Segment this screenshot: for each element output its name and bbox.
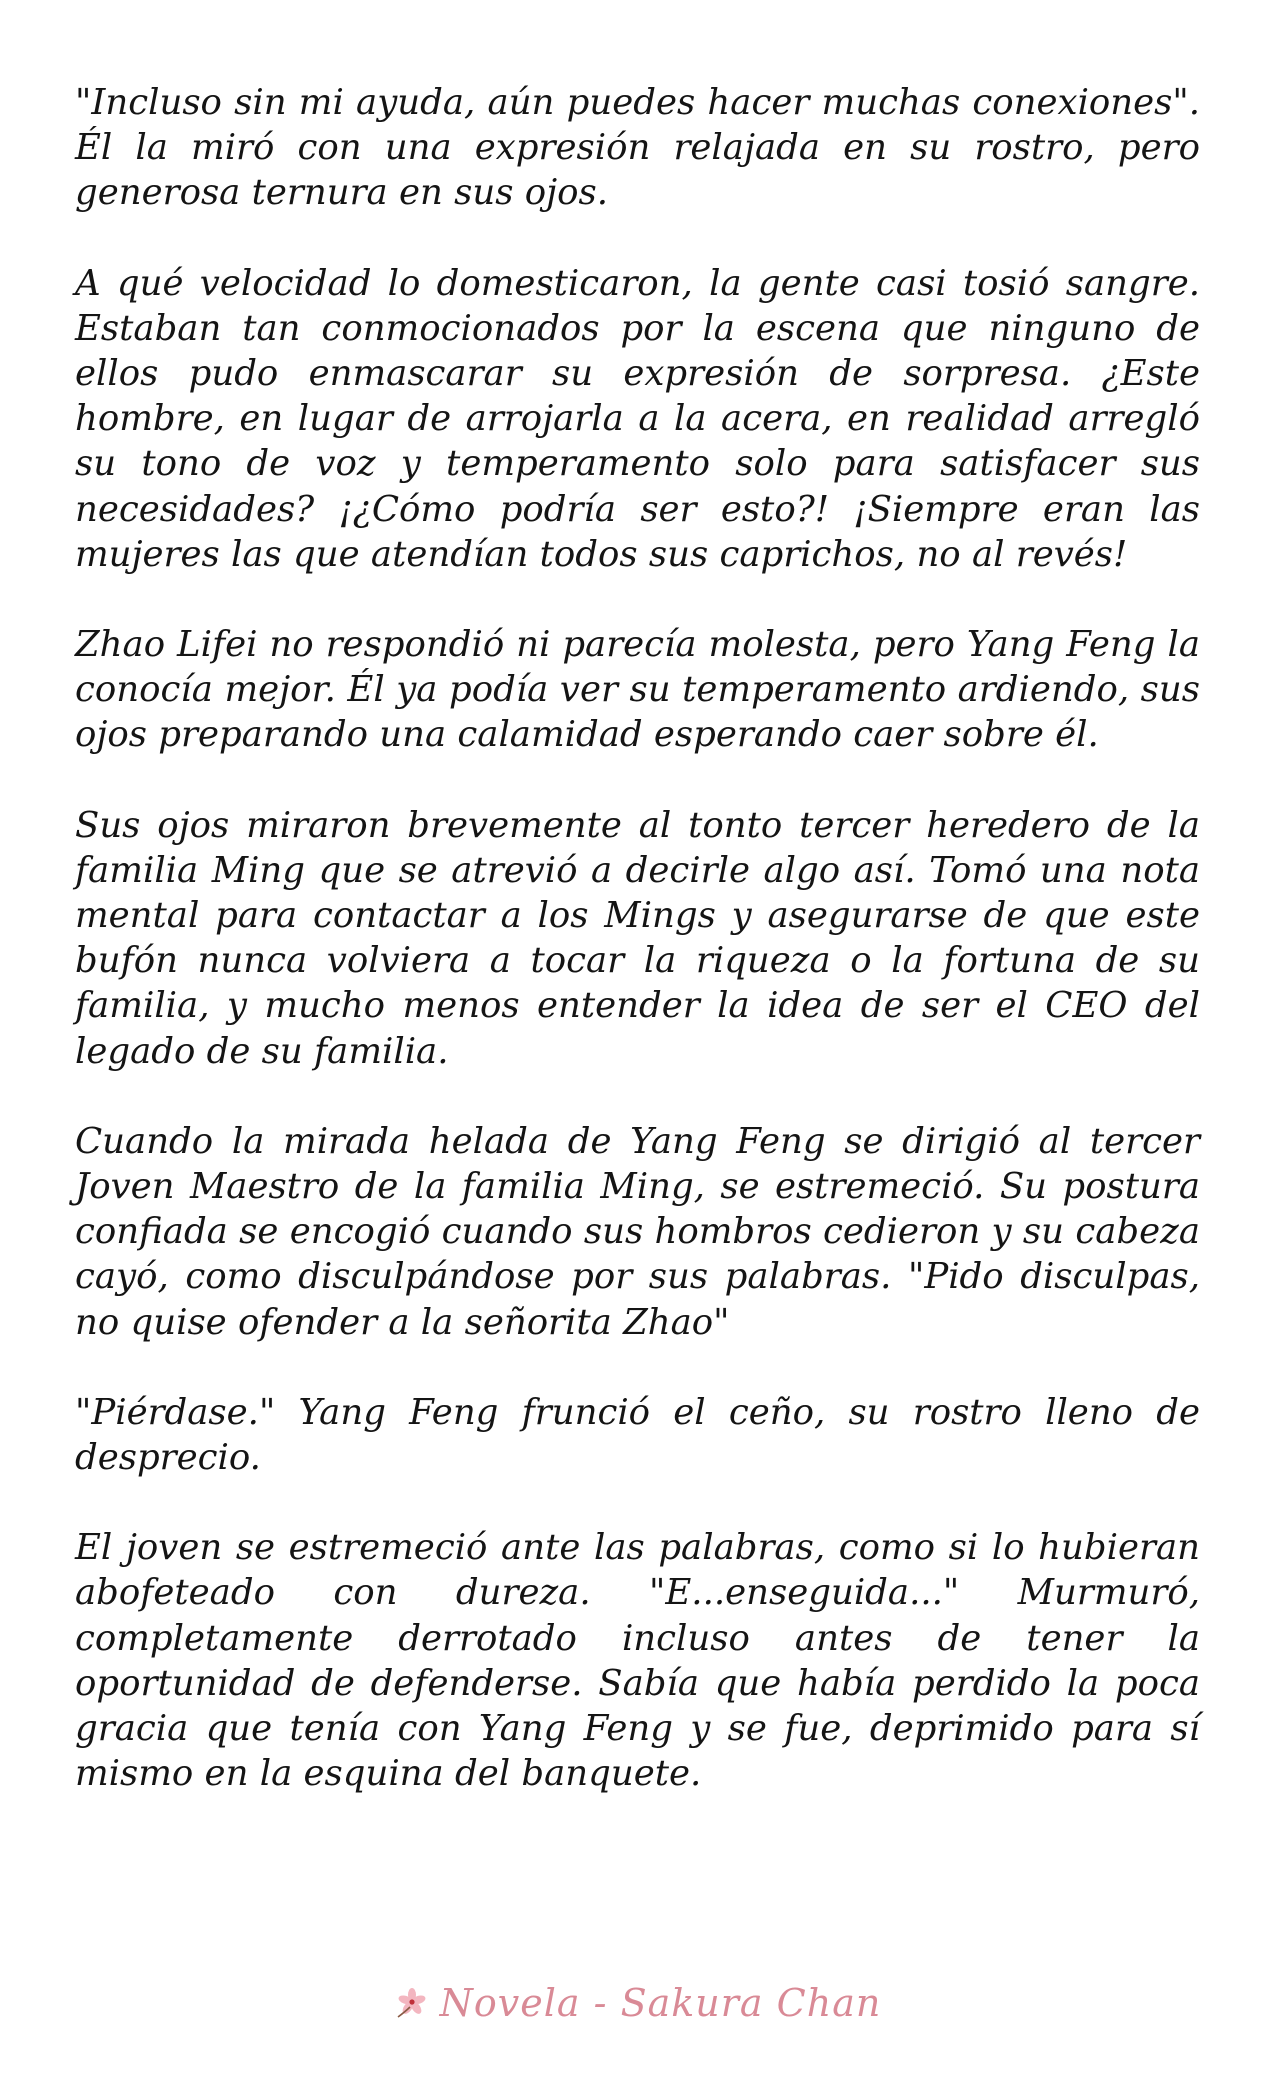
watermark-text: Novela - Sakura Chan — [439, 1981, 882, 2025]
paragraph-5: Cuando la mirada helada de Yang Feng se dirigió al tercer Joven Maestro de la familia Ming, se estremeció. Su postura confiada se encogió cuando sus hombros cedieron y su cabeza cayó, como disculpándose por sus palabras. "Pido disculpas, no quise ofender a la señorita Zhao" — [75, 1120, 1200, 1343]
document-body — [75, 80, 1200, 1797]
watermark — [0, 1975, 1275, 2031]
paragraph-7: El joven se estremeció ante las palabras, como si lo hubieran abofeteado con dureza. "E...enseguida..." Murmuró, completamente derrotado incluso antes de tener la oportunidad de defenderse. Sabía que había perdido la poca gracia que tenía con Yang Feng y se fue, deprimido para sí mismo en la esquina del banquete. — [75, 1527, 1200, 1795]
paragraph-3: Zhao Lifei no respondió ni parecía molesta, pero Yang Feng la conocía mejor. Él ya podía ver su temperamento ardiendo, sus ojos preparando una calamidad esperando caer sobre él. — [75, 624, 1200, 756]
paragraph-4: Sus ojos miraron brevemente al tonto tercer heredero de la familia Ming que se atrevió a decirle algo así. Tomó una nota mental para contactar a los Mings y asegurarse de que este bufón nunca volviera a tocar la riqueza o la fortuna de su familia, y mucho menos entender la idea de ser el CEO del legado de su familia. — [75, 804, 1200, 1072]
paragraph-1: "Incluso sin mi ayuda, aún puedes hacer muchas conexiones". Él la miró con una expresión relajada en su rostro, pero generosa ternura en sus ojos. — [75, 82, 1200, 214]
paragraph-6: "Piérdase." Yang Feng frunció el ceño, su rostro lleno de desprecio. — [75, 1391, 1200, 1479]
paragraph-2: A qué velocidad lo domesticaron, la gente casi tosió sangre. Estaban tan conmocionados por la escena que ninguno de ellos pudo enmascarar su expresión de sorpresa. ¿Este hombre, en lugar de arrojarla a la acera, en realidad arregló su tono de voz y temperamento solo para satisfacer sus necesidades? ¡¿Cómo podría ser esto?! ¡Siempre eran las mujeres las que atendían todos sus caprichos, no al revés! — [75, 262, 1200, 575]
sakura-flower-icon — [394, 1985, 430, 2021]
